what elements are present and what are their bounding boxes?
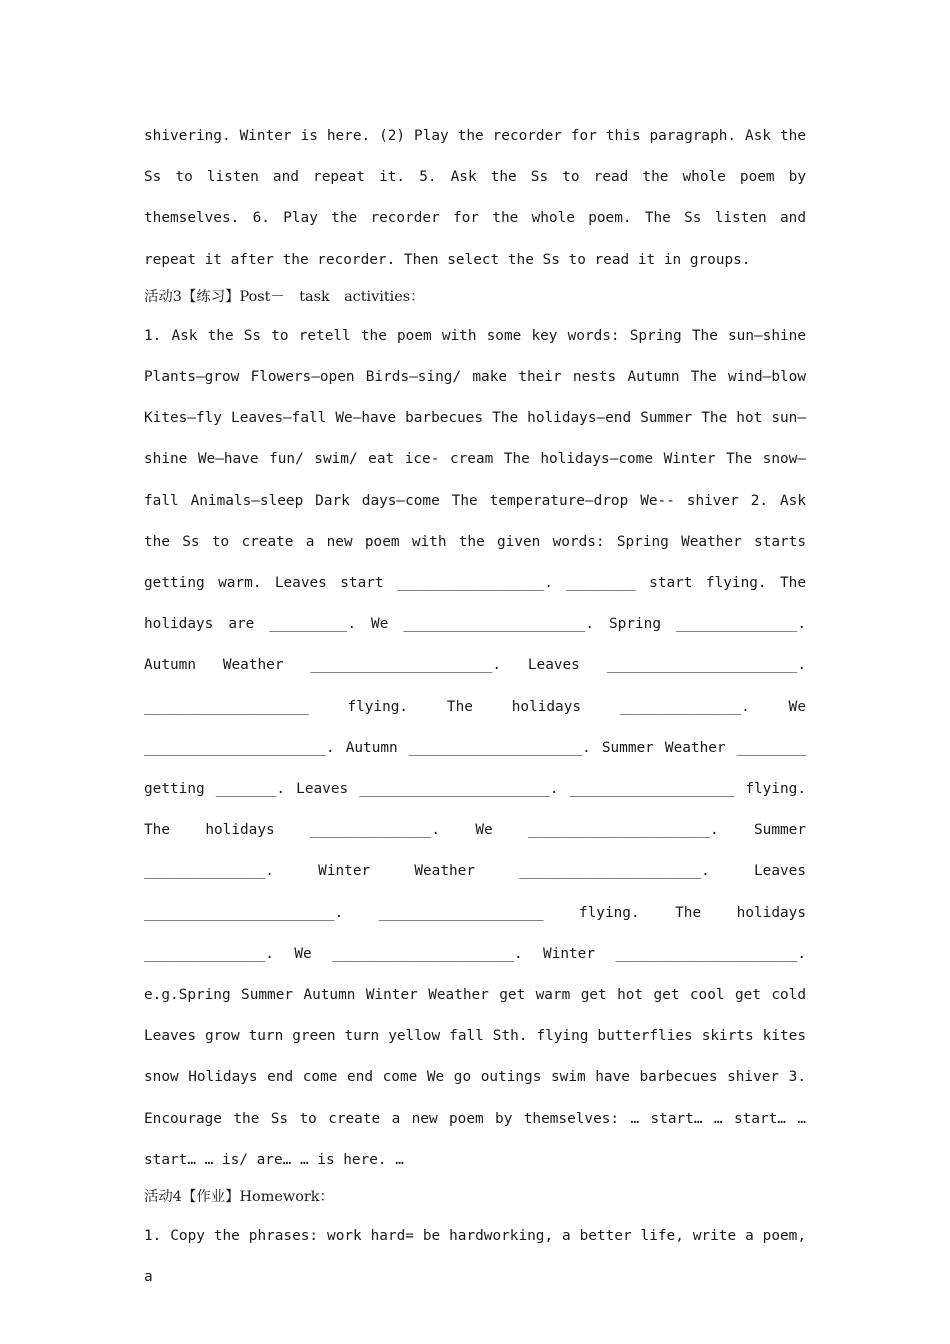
paragraph-homework: 1. Copy the phrases: work hard= be hardworking, a better life, write a poem, a <box>144 1228 806 1286</box>
document-page <box>144 116 806 1298</box>
activity-4-heading: 活动4【作业】Homework： <box>144 1189 334 1206</box>
activity-3-heading: 活动3【练习】Post－ task activities： <box>144 288 425 305</box>
paragraph-poem-practice: shivering. Winter is here. (2) Play the recorder for this paragraph. Ask the Ss to listen and repeat it. 5. Ask the Ss to read the whole poem by themselves. 6. Play the recorder for the whole poem. The Ss listen and repeat it after the recorder. Then select the Ss to read it in groups. <box>144 128 806 268</box>
paragraph-post-task-activities: 1. Ask the Ss to retell the poem with some key words: Spring The sun—shine Plants—grow Flowers—open Birds—sing/ make their nests Autumn The wind—blow Kites—fly Leaves—fall We—have barbecues The holidays—end Summer The hot sun—shine We—have fun/ swim/ eat ice- cream The holidays—come Winter The snow—fall Animals—sleep Dark days—come The temperature—drop We-- shiver 2. Ask the Ss to create a new poem with the given words: Spring Weather starts getting warm. Leaves start _________________. ________ start flying. The holidays are _________. We _____________________. Spring ______________. Autumn Weather _____________________. Leaves ______________________. ___________________ flying. The holidays ______________. We _____________________. Autumn ____________________. Summer Weather ________ getting _______. Leaves ______________________. ___________________ flying. The holidays ______________. We _____________________. Summer ______________. Winter Weather _____________________. Leaves ______________________. ___________________ flying. The holidays ______________. We _____________________. Winter _____________________. e.g.Spring Summer Autumn Winter Weather get warm get hot get cool get cold Leaves grow turn green turn yellow fall Sth. flying butterflies skirts kites snow Holidays end come end come We go outings swim have barbecues shiver 3. Encourage the Ss to create a new poem by themselves: … start… … start… … start… … is/ are… … is here. … <box>144 327 806 1168</box>
